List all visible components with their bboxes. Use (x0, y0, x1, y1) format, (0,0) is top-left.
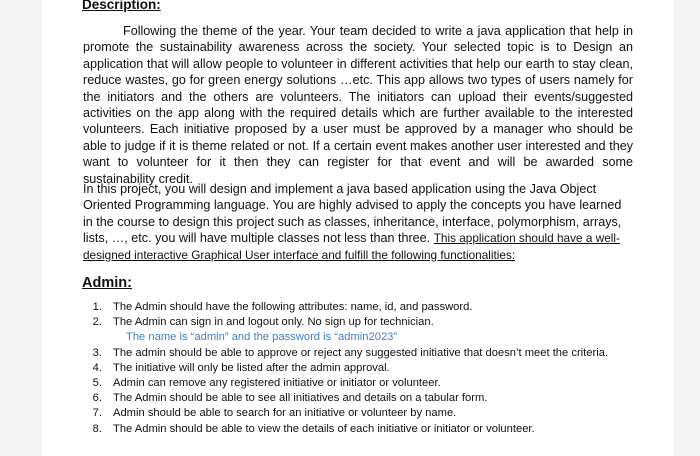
item-number: 8. (92, 422, 102, 435)
description-paragraph-1: Following the theme of the year. Your team decided to write a java application that help in promote the sustainability awareness across the society. Your selected topic is to Design an application that will allow people to volunteer in different activities that help our earth to stay clean, reduce wastes, go for green energy solutions …etc. This app allows two types of users namely for the initiators and the others are volunteers. The initiators can upload their events/suggested activities on the app along with the required details which are further available to the interested volunteers. Each initiative proposed by a user must be approved by a manager who should be able to judge if it is theme related or not. If a certain event makes another user interested and they want to volunteer for it then they can register for that event and will be awarded some sustainability credit. (83, 24, 633, 186)
item-number: 3. (92, 346, 102, 359)
item-number: 5. (92, 376, 102, 389)
item-number: 1. (92, 301, 102, 313)
item-text: The Admin should have the following attributes: name, id, and password. (113, 301, 473, 313)
item-text: Admin can remove any registered initiative or initiator or volunteer. (113, 376, 441, 389)
item-text: The Admin should be able to view the details of each initiative or initiator or volunteer. (113, 422, 535, 435)
description-paragraph-2 (83, 181, 633, 263)
item-number: 4. (92, 361, 102, 374)
item-text: The Admin should be able to see all initiatives and details on a tabular form. (113, 392, 488, 405)
admin-heading: Admin: (82, 275, 132, 291)
item-number: 2. (92, 316, 102, 329)
paragraph-2-text: In this project, you will design and implement a java based application using the Java Object Oriented Programming language. You are highly advised to apply the concepts you have learned in the course to design this project such as classes, inheritance, interface, polymorphism, arrays, lists, …, etc. you will have multiple classes not less than three. (83, 182, 622, 246)
item-text: The Admin can sign in and logout only. No sign up for technician. (113, 316, 434, 329)
item-number: 7. (92, 407, 102, 420)
description-heading: Description: (82, 0, 161, 12)
item-text: Admin should be able to search for an initiative or volunteer by name. (113, 407, 457, 420)
credentials-note-text: The name is “admin” and the password is “admin2023” (126, 331, 398, 344)
item-number: 6. (92, 392, 102, 405)
item-text: The initiative will only be listed after the admin approval. (113, 361, 390, 374)
item-text: The admin should be able to approve or reject any suggested initiative that doesn’t meet the criteria. (113, 346, 609, 359)
document-page (42, 0, 674, 456)
functionalities-underlined-text: This application should have a well-designed interactive Graphical User interface and fulfill the following functionalities: (83, 231, 620, 262)
